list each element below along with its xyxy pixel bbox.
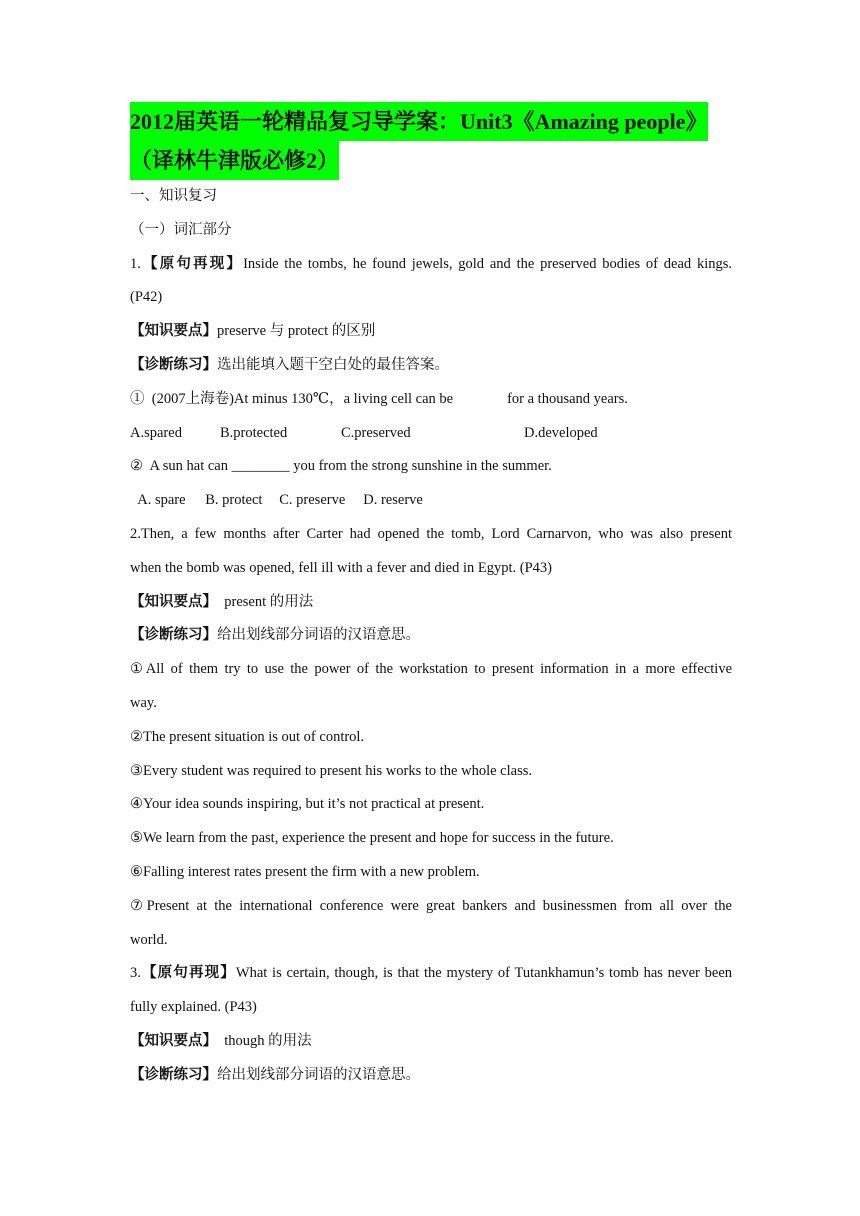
- q2-item-3: ③Every student was required to present his works to the whole class.: [130, 762, 532, 779]
- title-line-2: （译林牛津版必修2）: [130, 141, 339, 180]
- q1-original-sentence: 1.【原句再现】Inside the tombs, he found jewels, gold and the preserved bodies of dead kings.: [130, 255, 732, 272]
- subsection-heading: （一）词汇部分: [130, 221, 232, 238]
- q1-knowledge-point: 【知识要点】preserve 与 protect 的区别: [130, 323, 376, 340]
- q2-knowledge-point: 【知识要点】 present 的用法: [130, 593, 314, 610]
- q1-exercise-2-options: A. spare B. protect C. preserve D. reserve: [137, 492, 423, 509]
- document-page: [130, 102, 732, 1093]
- q2-item-2: ②The present situation is out of control.: [130, 728, 365, 745]
- q1-page-ref: (P42): [130, 289, 163, 306]
- q2-exercise-instruction: 【诊断练习】给出划线部分词语的汉语意思。: [130, 627, 420, 644]
- q1-exercise-instruction: 【诊断练习】选出能填入题干空白处的最佳答案。: [130, 356, 449, 373]
- q3-original-sentence: 3.【原句再现】What is certain, though, is that the mystery of Tutankhamun’s tomb has never been: [130, 965, 733, 982]
- q3-original-line-2: fully explained. (P43): [130, 999, 257, 1016]
- title-line-1: 2012届英语一轮精品复习导学案：Unit3《Amazing people》: [130, 102, 708, 141]
- q2-item-1: ①All of them try to use the power of the workstation to present information in a more effective: [130, 661, 733, 678]
- q2-item-5: ⑤We learn from the past, experience the present and hope for success in the future.: [130, 830, 614, 847]
- q2-original-line-2: when the bomb was opened, fell ill with a fever and died in Egypt. (P43): [130, 559, 553, 576]
- q1-exercise-1-options: A.spared B.protected C.preserved D.developed: [130, 424, 598, 441]
- q2-item-4: ④Your idea sounds inspiring, but it’s not practical at present.: [130, 796, 485, 813]
- q1-exercise-2: ② A sun hat can ________ you from the strong sunshine in the summer.: [130, 458, 552, 475]
- q2-original-line-1: 2.Then, a few months after Carter had opened the tomb, Lord Carnarvon, who was also present: [130, 525, 732, 542]
- document-title: [130, 102, 732, 180]
- q2-item-7-cont: world.: [130, 931, 168, 948]
- q3-exercise-instruction: 【诊断练习】给出划线部分词语的汉语意思。: [130, 1066, 420, 1083]
- q2-item-7: ⑦Present at the international conference were great bankers and businessmen from all over the: [130, 897, 732, 914]
- q1-exercise-1: ① (2007上海卷)At minus 130℃，a living cell can be for a thousand years.: [130, 390, 628, 407]
- q3-knowledge-point: 【知识要点】 though 的用法: [130, 1032, 312, 1049]
- section-heading: 一、知识复习: [130, 188, 217, 204]
- q2-item-1-cont: way.: [130, 694, 157, 711]
- q2-item-6: ⑥Falling interest rates present the firm with a new problem.: [130, 863, 480, 880]
